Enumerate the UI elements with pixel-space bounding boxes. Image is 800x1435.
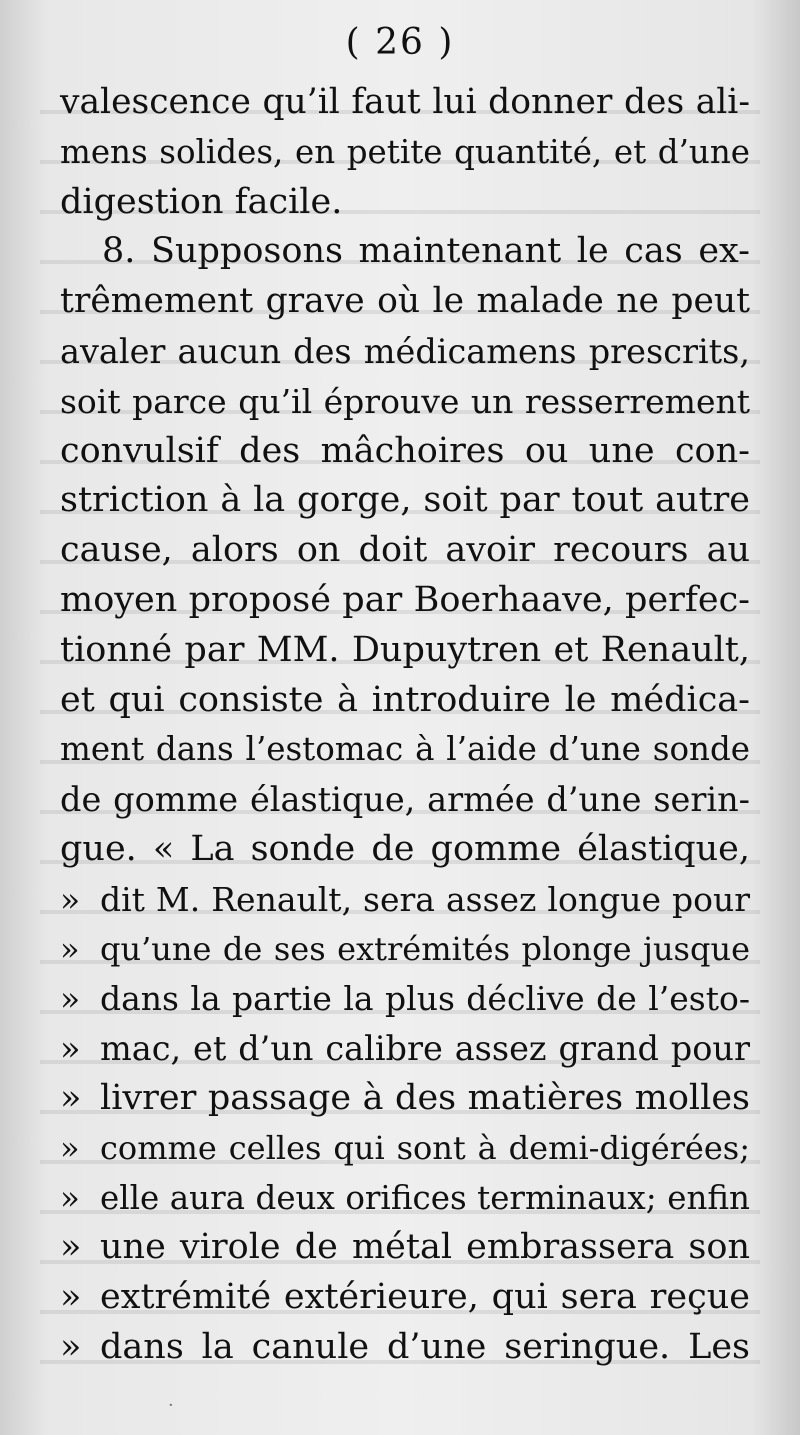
quoted-line xyxy=(60,1174,750,1224)
quoted-line xyxy=(60,1024,750,1074)
page-number: ( 26 ) xyxy=(345,22,455,63)
text-line: gue. « La sonde de gomme élastique, xyxy=(60,828,750,869)
text-line: convulsif des mâchoires ou une con- xyxy=(60,430,750,471)
quoted-text: extrémité extérieure, qui sera reçue xyxy=(100,1277,750,1318)
quote-mark: » xyxy=(60,1077,82,1118)
text-line: digestion facile. xyxy=(60,181,343,222)
quoted-text: mac, et d’un calibre assez grand pour xyxy=(100,1029,750,1069)
text-line: mens solides, en petite quantité, et d’une xyxy=(60,132,750,171)
quoted-text: comme celles qui sont à demi-digérées; xyxy=(100,1128,750,1167)
quoted-line xyxy=(60,925,750,975)
text-line: valescence qu’il faut lui donner des ali- xyxy=(60,82,750,122)
paragraph-start-line: 8. Supposons maintenant le cas ex- xyxy=(102,231,750,272)
quoted-text: livrer passage à des matières molles xyxy=(100,1077,750,1118)
quoted-text: une virole de métal embrassera son xyxy=(100,1227,750,1268)
text-line: ment dans l’estomac à l’aide d’une sonde xyxy=(60,730,750,769)
text-line: tionné par MM. Dupuytren et Renault, xyxy=(60,629,750,670)
text-line: et qui consiste à introduire le médica- xyxy=(60,679,750,720)
quote-mark: » xyxy=(60,979,81,1019)
quoted-text: elle aura deux orifices terminaux; enfin xyxy=(100,1178,750,1217)
quote-mark: » xyxy=(60,1326,82,1367)
quoted-line xyxy=(60,974,750,1024)
quoted-text: qu’une de ses extrémités plonge jusque xyxy=(100,929,750,968)
text-line: avaler aucun des médicamens prescrits, xyxy=(60,331,750,371)
body-text xyxy=(60,78,750,1373)
text-line: trêmement grave où le malade ne peut xyxy=(60,281,750,322)
quoted-line xyxy=(60,1223,750,1273)
quoted-text: dans la partie la plus déclive de l’esto- xyxy=(100,979,750,1019)
ink-speck: · xyxy=(168,1395,174,1416)
text-line: soit parce qu’il éprouve un resserrement xyxy=(60,381,750,421)
text-line: striction à la gorge, soit par tout autre xyxy=(60,480,750,521)
quoted-text: dans la canule d’une seringue. Les xyxy=(100,1326,750,1367)
quote-mark: » xyxy=(60,879,81,919)
quote-mark: » xyxy=(60,929,80,968)
quote-mark: » xyxy=(60,1029,81,1069)
quoted-line xyxy=(60,1074,750,1124)
quoted-line xyxy=(60,1273,750,1323)
quoted-line xyxy=(60,1323,750,1373)
quoted-line xyxy=(60,1124,750,1174)
quote-mark: » xyxy=(60,1227,82,1268)
text-line: moyen proposé par Boerhaave, perfec- xyxy=(60,579,750,620)
quote-mark: » xyxy=(60,1178,80,1217)
quoted-line xyxy=(60,875,750,925)
text-line: de gomme élastique, armée d’une serin- xyxy=(60,780,750,820)
quote-mark: » xyxy=(60,1128,80,1167)
quoted-text: dit M. Renault, sera assez longue pour xyxy=(100,879,750,919)
text-line: cause, alors on doit avoir recours au xyxy=(60,530,750,571)
quote-mark: » xyxy=(60,1277,82,1318)
